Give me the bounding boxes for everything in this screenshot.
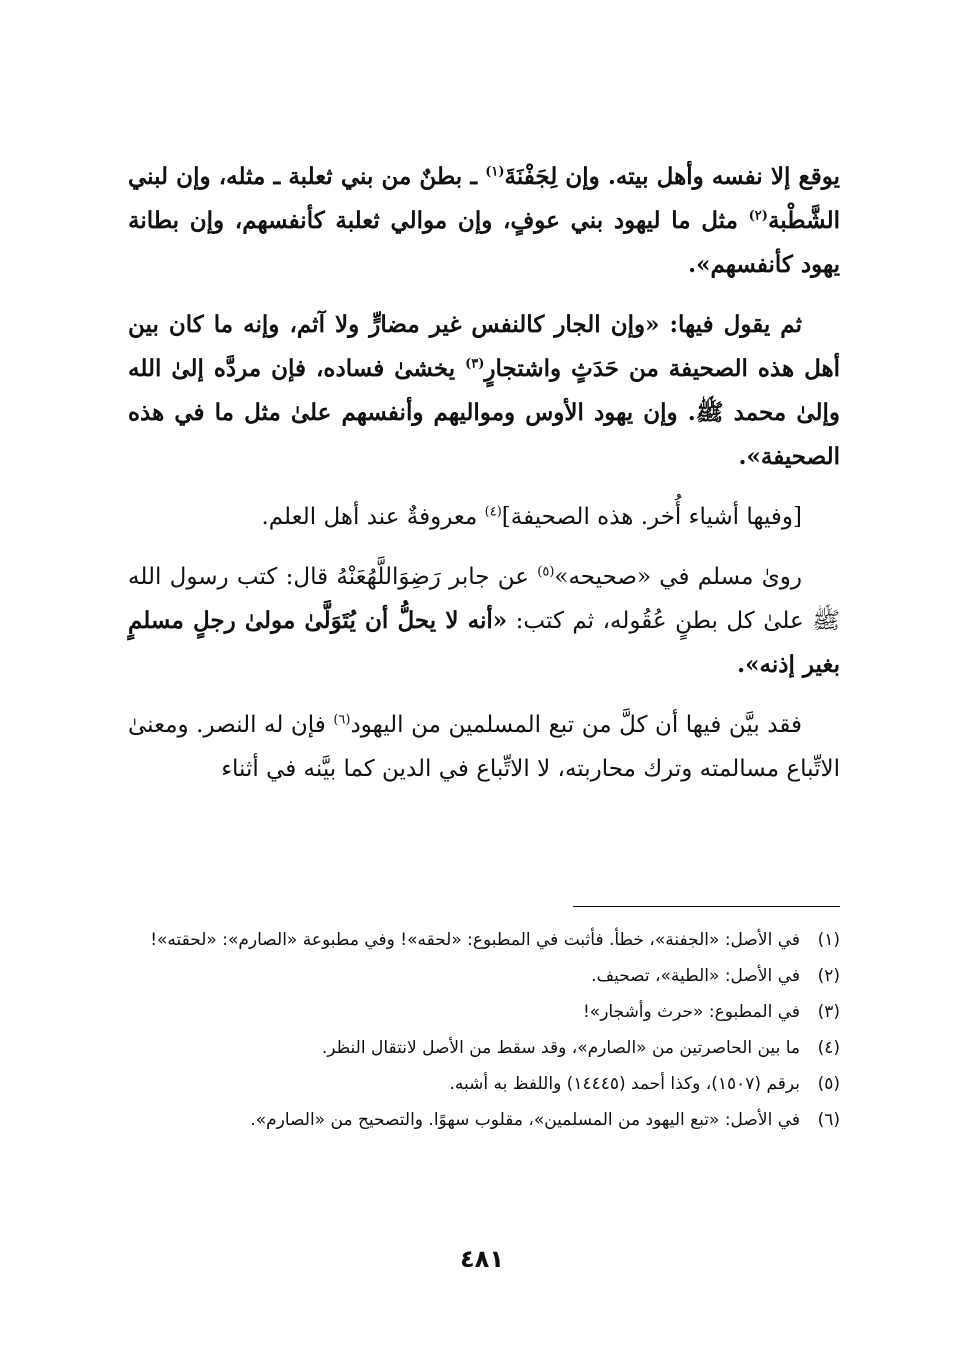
footnote-ref: (٢): [748, 208, 768, 224]
footnote-ref: (٥): [537, 564, 555, 580]
footnote-text: برقم (١٥٠٧)، وكذا أحمد (١٤٤٤٥) واللفظ به أشبه.: [449, 1074, 800, 1094]
footnote-number: (٢): [817, 966, 840, 986]
footnote: [128, 1030, 840, 1066]
footnote-number: (٣): [817, 1002, 840, 1022]
footnote-text: في المطبوع: «حرث وأشجار»!: [582, 1002, 800, 1022]
paragraph-3: [وفيها أشياء أُخر. هذه الصحيفة]$^{(٤)}$ معروفةٌ عند أهل العلم.: [261, 504, 802, 530]
footnote-separator: [573, 906, 840, 907]
footnote-ref: (٤): [484, 504, 502, 520]
paragraph-5: فقد بيَّن فيها أن كلَّ من تبع المسلمين من اليهود$^{(٦)}$ فإن له النصر. ومعنىٰ الاتِّباع مسالمته وترك محاربته، لا الاتِّباع في الدين كما بيَّنه في أثناء: [128, 712, 840, 782]
footnote-ref: (٣): [465, 356, 485, 372]
paragraph-4: [128, 555, 840, 687]
footnote: [128, 1102, 840, 1138]
footnote-text: في الأصل: «الطية»، تصحيف.: [591, 966, 800, 986]
footnote: [128, 958, 840, 994]
footnote-number: (٦): [817, 1110, 840, 1130]
footnote-ref: (١): [485, 164, 505, 180]
main-text: [128, 155, 840, 807]
footnote-number: (١): [817, 930, 840, 950]
footnote-text: في الأصل: «تبع اليهود من المسلمين»، مقلوب سهوًا. والتصحيح من «الصارم».: [250, 1110, 800, 1130]
paragraph-1: يوقع إلا نفسه وأهل بيته. وإن لِجَفْنَةَ$^{(١)}$ ـ بطنٌ من بني ثعلبة ـ مثله، وإن لبني الشَّطْبة$^{(٢)}$ مثل ما ليهود بني عوفٍ، وإن موالي ثعلبة كأنفسهم، وإن بطانة يهود كأنفسهم».: [128, 163, 840, 278]
page-number: ٤٨١: [460, 1245, 504, 1273]
footnote-ref: (٦): [333, 712, 351, 728]
footnote: [128, 1066, 840, 1102]
footnote: [128, 994, 840, 1030]
footnotes: [128, 922, 840, 1138]
paragraph-4-text: روىٰ مسلم في «صحيحه»$^{(٥)}$ عن جابر رَضِوَاللَّهُعَنْهُ قال: كتب رسول الله ﷺ علىٰ كل بطنٍ عُقُوله، ثم كتب:: [128, 564, 840, 634]
hadith-quote: «أنه لا يحلُّ أن يُتَوَلَّىٰ مولىٰ رجلٍ مسلمٍ بغير إذنه».: [128, 607, 840, 678]
footnote-number: (٤): [817, 1038, 840, 1058]
footnote-text: ما بين الحاصرتين من «الصارم»، وقد سقط من الأصل لانتقال النظر.: [321, 1038, 800, 1058]
paragraph-2: ثم يقول فيها: «وإن الجار كالنفس غير مضارٍّ ولا آثم، وإنه ما كان بين أهل هذه الصحيفة من حَدَثٍ واشتجارٍ$^{(٣)}$ يخشىٰ فساده، فإن مردَّه إلىٰ الله وإلىٰ محمد ﷺ. وإن يهود الأوس ومواليهم وأنفسهم علىٰ مثل ما في هذه الصحيفة».: [128, 311, 841, 470]
footnote-number: (٥): [817, 1074, 840, 1094]
footnote: [128, 922, 840, 958]
footnote-text: في الأصل: «الجفنة»، خطأ. فأثبت في المطبوع: «لحقه»! وفي مطبوعة «الصارم»: «لحقته»!: [150, 930, 800, 950]
